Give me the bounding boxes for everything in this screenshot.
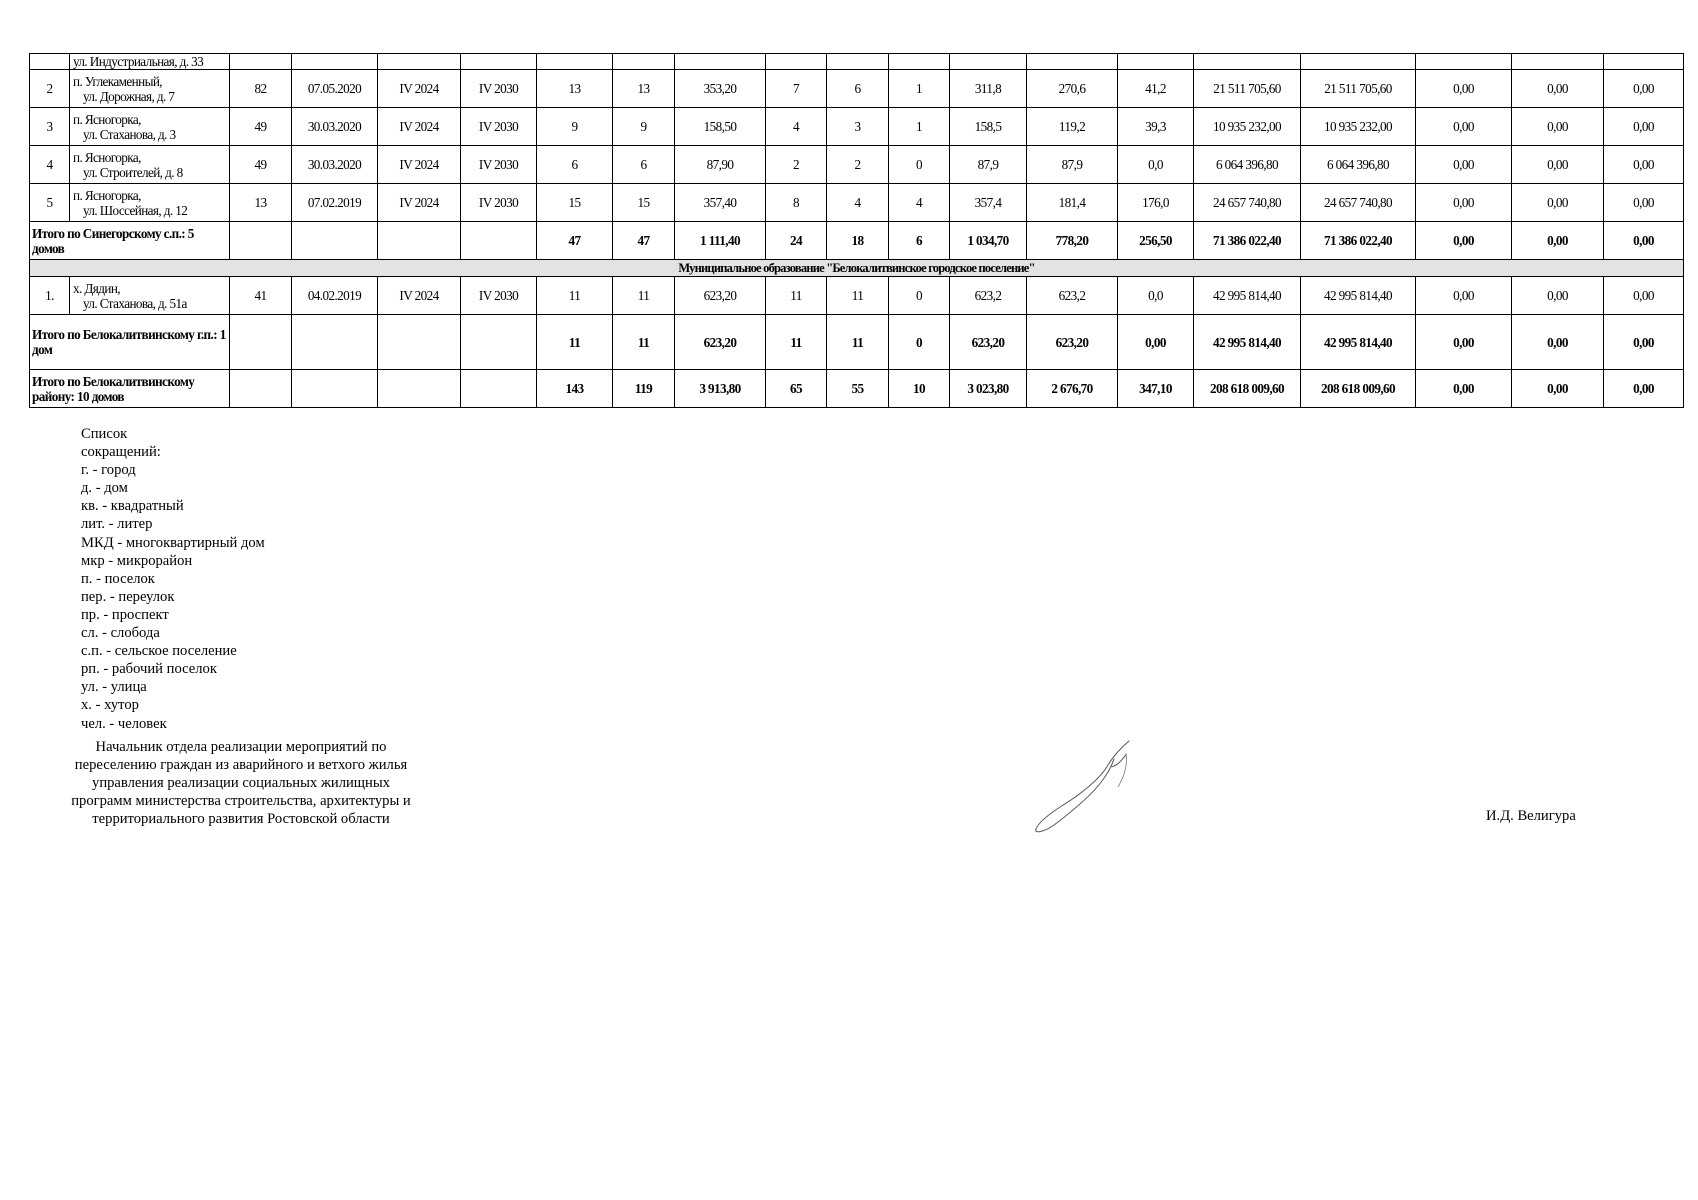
cell-value: 82 — [230, 70, 292, 108]
cell-num: 1. — [30, 277, 70, 315]
cell-date: 07.02.2019 — [292, 184, 378, 222]
cell-value: 623,2 — [1027, 277, 1118, 315]
abbreviation-item: х. - хутор — [81, 697, 139, 714]
cell-total-value: 3 023,80 — [950, 370, 1027, 408]
cell-address: п. Углекаменный, ул. Дорожная, д. 7 — [70, 70, 230, 108]
cell-value: 13 — [230, 184, 292, 222]
cell-num: 2 — [30, 70, 70, 108]
cell-value: 15 — [613, 184, 675, 222]
cell-period: IV 2030 — [461, 277, 537, 315]
cell-total-value: 623,20 — [1027, 315, 1118, 370]
table-row — [30, 184, 1684, 222]
table-row — [30, 108, 1684, 146]
cell-total-value: 24 — [766, 222, 827, 260]
cell-value: 9 — [537, 108, 613, 146]
cell-total-value: 11 — [613, 315, 675, 370]
cell-period: IV 2024 — [378, 108, 461, 146]
abbreviation-item: рп. - рабочий поселок — [81, 661, 217, 678]
cell-total-value: 0,00 — [1604, 222, 1684, 260]
cell-value: 0,0 — [1118, 277, 1194, 315]
table-row — [30, 70, 1684, 108]
cell-value: 87,9 — [1027, 146, 1118, 184]
cell-date: 30.03.2020 — [292, 146, 378, 184]
cell-value: 0,00 — [1604, 184, 1684, 222]
cell-value: 0,00 — [1512, 70, 1604, 108]
cell-value: 176,0 — [1118, 184, 1194, 222]
cell-total-value: 0,00 — [1512, 315, 1604, 370]
cell-value: 4 — [889, 184, 950, 222]
table-row — [30, 277, 1684, 315]
cell-address: х. Дядин, ул. Стаханова, д. 51а — [70, 277, 230, 315]
abbreviation-item: д. - дом — [81, 480, 128, 497]
cell-value: 10 935 232,00 — [1301, 108, 1416, 146]
cell-address: ул. Индустриальная, д. 33 — [70, 54, 230, 70]
cell-value: 6 — [537, 146, 613, 184]
cell-value: 49 — [230, 108, 292, 146]
cell-num: 3 — [30, 108, 70, 146]
cell-total-value: 0,00 — [1604, 315, 1684, 370]
cell-total-value: 3 913,80 — [675, 370, 766, 408]
cell-total-value: 143 — [537, 370, 613, 408]
cell-num: 4 — [30, 146, 70, 184]
cell-total-value: 256,50 — [1118, 222, 1194, 260]
cell-value: 24 657 740,80 — [1301, 184, 1416, 222]
abbreviation-item: пр. - проспект — [81, 606, 169, 623]
cell-total-value: 0,00 — [1416, 315, 1512, 370]
cell-value: 6 064 396,80 — [1301, 146, 1416, 184]
handwritten-signature — [1030, 735, 1140, 835]
cell-value: 0,00 — [1512, 184, 1604, 222]
cell-total-value: 0,00 — [1416, 370, 1512, 408]
cell-value: 42 995 814,40 — [1194, 277, 1301, 315]
cell-total-value: 208 618 009,60 — [1194, 370, 1301, 408]
table-cell — [230, 315, 292, 370]
cell-value: 87,90 — [675, 146, 766, 184]
table-cell — [461, 222, 537, 260]
total-label: Итого по Белокалитвинскому району: 10 домов — [30, 370, 230, 408]
signatory-position-line: управления реализации социальных жилищных — [92, 775, 390, 792]
cell-value: 4 — [766, 108, 827, 146]
cell-value: 0,00 — [1512, 277, 1604, 315]
cell-value: 11 — [537, 277, 613, 315]
cell-num — [30, 54, 70, 70]
municipality-title: Муниципальное образование "Белокалитвинское городское поселение" — [30, 260, 1684, 277]
cell-value: 13 — [537, 70, 613, 108]
table-cell — [378, 315, 461, 370]
municipality-header-row — [30, 260, 1684, 277]
cell-value: 158,50 — [675, 108, 766, 146]
cell-value: 8 — [766, 184, 827, 222]
cell-total-value: 1 111,40 — [675, 222, 766, 260]
cell-total-value: 0,00 — [1118, 315, 1194, 370]
cell-value: 0,00 — [1604, 146, 1684, 184]
cell-value: 21 511 705,60 — [1301, 70, 1416, 108]
cell-value: 0,00 — [1512, 108, 1604, 146]
cell-period: IV 2024 — [378, 184, 461, 222]
cell-address: п. Ясногорка, ул. Стаханова, д. 3 — [70, 108, 230, 146]
cell-value: 2 — [766, 146, 827, 184]
cell-total-value: 11 — [766, 315, 827, 370]
signatory-position — [35, 738, 447, 828]
cell-period: IV 2030 — [461, 108, 537, 146]
abbreviation-item: МКД - многоквартирный дом — [81, 534, 265, 551]
cell-value: 0,00 — [1416, 70, 1512, 108]
cell-value: 49 — [230, 146, 292, 184]
table-cell — [378, 222, 461, 260]
table-body — [30, 54, 1684, 408]
cell-value: 15 — [537, 184, 613, 222]
abbreviation-item: с.п. - сельское поселение — [81, 643, 237, 660]
cell-value: 6 064 396,80 — [1194, 146, 1301, 184]
cell-value: 0,0 — [1118, 146, 1194, 184]
total-label: Итого по Белокалитвинскому г.п.: 1 дом — [30, 315, 230, 370]
table-row — [30, 146, 1684, 184]
abbreviation-item: сл. - слобода — [81, 625, 160, 642]
cell-period: IV 2024 — [378, 70, 461, 108]
cell-period: IV 2024 — [378, 146, 461, 184]
cell-total-value: 47 — [537, 222, 613, 260]
cell-total-value: 42 995 814,40 — [1301, 315, 1416, 370]
cell-value: 41 — [230, 277, 292, 315]
cell-value: 2 — [827, 146, 889, 184]
cell-value: 11 — [827, 277, 889, 315]
table-cell — [292, 370, 378, 408]
cell-value: 119,2 — [1027, 108, 1118, 146]
cell-total-value: 18 — [827, 222, 889, 260]
cell-total-value: 6 — [889, 222, 950, 260]
cell-total-value: 71 386 022,40 — [1301, 222, 1416, 260]
cell-value: 311,8 — [950, 70, 1027, 108]
table-cell — [461, 315, 537, 370]
cell-date: 07.05.2020 — [292, 70, 378, 108]
cell-total-value: 11 — [827, 315, 889, 370]
cell-total-value: 623,20 — [950, 315, 1027, 370]
signatory-position-line: территориального развития Ростовской области — [92, 811, 390, 828]
cell-value: 41,2 — [1118, 70, 1194, 108]
cell-value: 10 935 232,00 — [1194, 108, 1301, 146]
abbreviation-item: мкр - микрорайон — [81, 552, 193, 569]
cell-period: IV 2030 — [461, 70, 537, 108]
cell-value: 6 — [827, 70, 889, 108]
cell-total-value: 42 995 814,40 — [1194, 315, 1301, 370]
cell-total-value: 0,00 — [1512, 222, 1604, 260]
cell-total-value: 0,00 — [1512, 370, 1604, 408]
cell-total-value: 1 034,70 — [950, 222, 1027, 260]
total-row-sinegorsk — [30, 222, 1684, 260]
abbreviation-item: пер. - переулок — [81, 588, 175, 605]
cell-total-value: 623,20 — [675, 315, 766, 370]
cell-value: 6 — [613, 146, 675, 184]
cell-total-value: 2 676,70 — [1027, 370, 1118, 408]
abbreviations-title-line2: сокращений: — [81, 444, 161, 461]
cell-value: 39,3 — [1118, 108, 1194, 146]
cell-total-value: 0,00 — [1604, 370, 1684, 408]
table-cell — [230, 370, 292, 408]
cell-total-value: 65 — [766, 370, 827, 408]
cell-value: 21 511 705,60 — [1194, 70, 1301, 108]
cell-value: 0,00 — [1416, 108, 1512, 146]
cell-value: 0,00 — [1512, 146, 1604, 184]
total-row-district — [30, 370, 1684, 408]
table-cell — [292, 315, 378, 370]
cell-value: 1 — [889, 70, 950, 108]
cell-total-value: 10 — [889, 370, 950, 408]
cell-date: 30.03.2020 — [292, 108, 378, 146]
cell-total-value: 0,00 — [1416, 222, 1512, 260]
table-cell — [292, 222, 378, 260]
cell-value: 0 — [889, 277, 950, 315]
cell-value: 0,00 — [1416, 277, 1512, 315]
cell-period: IV 2030 — [461, 146, 537, 184]
cell-num: 5 — [30, 184, 70, 222]
cell-value: 11 — [613, 277, 675, 315]
cell-value: 158,5 — [950, 108, 1027, 146]
cell-value: 181,4 — [1027, 184, 1118, 222]
total-row-belokalitva — [30, 315, 1684, 370]
cell-period: IV 2030 — [461, 184, 537, 222]
cell-total-value: 47 — [613, 222, 675, 260]
abbreviations-list — [81, 425, 265, 733]
cell-total-value: 119 — [613, 370, 675, 408]
cell-total-value: 0 — [889, 315, 950, 370]
table-cell — [230, 222, 292, 260]
table-cell — [461, 370, 537, 408]
cell-value: 357,40 — [675, 184, 766, 222]
cell-value: 623,20 — [675, 277, 766, 315]
signatory-position-line: Начальник отдела реализации мероприятий по — [95, 739, 387, 755]
cell-date: 04.02.2019 — [292, 277, 378, 315]
cell-value: 87,9 — [950, 146, 1027, 184]
cell-value: 357,4 — [950, 184, 1027, 222]
cell-total-value: 208 618 009,60 — [1301, 370, 1416, 408]
cell-total-value: 347,10 — [1118, 370, 1194, 408]
signatory-position-line: переселению граждан из аварийного и ветхого жилья — [74, 757, 408, 774]
signatory-position-line: программ министерства строительства, архитектуры и — [71, 793, 411, 810]
abbreviation-item: г. - город — [81, 462, 136, 479]
cell-value: 353,20 — [675, 70, 766, 108]
cell-value: 0 — [889, 146, 950, 184]
resettlement-register-table — [29, 53, 1684, 408]
cell-value: 0,00 — [1416, 146, 1512, 184]
cell-total-value: 778,20 — [1027, 222, 1118, 260]
cell-value: 13 — [613, 70, 675, 108]
cell-value: 11 — [766, 277, 827, 315]
cell-value: 3 — [827, 108, 889, 146]
cell-value: 24 657 740,80 — [1194, 184, 1301, 222]
abbreviation-item: кв. - квадратный — [81, 498, 184, 515]
cell-address: п. Ясногорка, ул. Строителей, д. 8 — [70, 146, 230, 184]
abbreviations-title-line1: Список — [81, 426, 128, 442]
table-cell — [378, 370, 461, 408]
table-row-continued — [30, 54, 1684, 70]
cell-address: п. Ясногорка, ул. Шоссейная, д. 12 — [70, 184, 230, 222]
abbreviation-item: ул. - улица — [81, 679, 147, 696]
cell-value: 0,00 — [1604, 108, 1684, 146]
cell-total-value: 55 — [827, 370, 889, 408]
cell-value: 7 — [766, 70, 827, 108]
cell-total-value: 71 386 022,40 — [1194, 222, 1301, 260]
cell-value: 0,00 — [1416, 184, 1512, 222]
cell-value: 0,00 — [1604, 277, 1684, 315]
cell-value: 270,6 — [1027, 70, 1118, 108]
cell-value: 4 — [827, 184, 889, 222]
cell-value: 0,00 — [1604, 70, 1684, 108]
abbreviation-item: п. - поселок — [81, 570, 155, 587]
signatory-name: И.Д. Велигура — [1486, 808, 1576, 824]
cell-value: 9 — [613, 108, 675, 146]
cell-value: 623,2 — [950, 277, 1027, 315]
cell-value: 42 995 814,40 — [1301, 277, 1416, 315]
total-label: Итого по Синегорскому с.п.: 5 домов — [30, 222, 230, 260]
abbreviation-item: чел. - человек — [81, 715, 167, 732]
cell-period: IV 2024 — [378, 277, 461, 315]
cell-value: 1 — [889, 108, 950, 146]
abbreviation-item: лит. - литер — [81, 516, 153, 533]
cell-total-value: 11 — [537, 315, 613, 370]
